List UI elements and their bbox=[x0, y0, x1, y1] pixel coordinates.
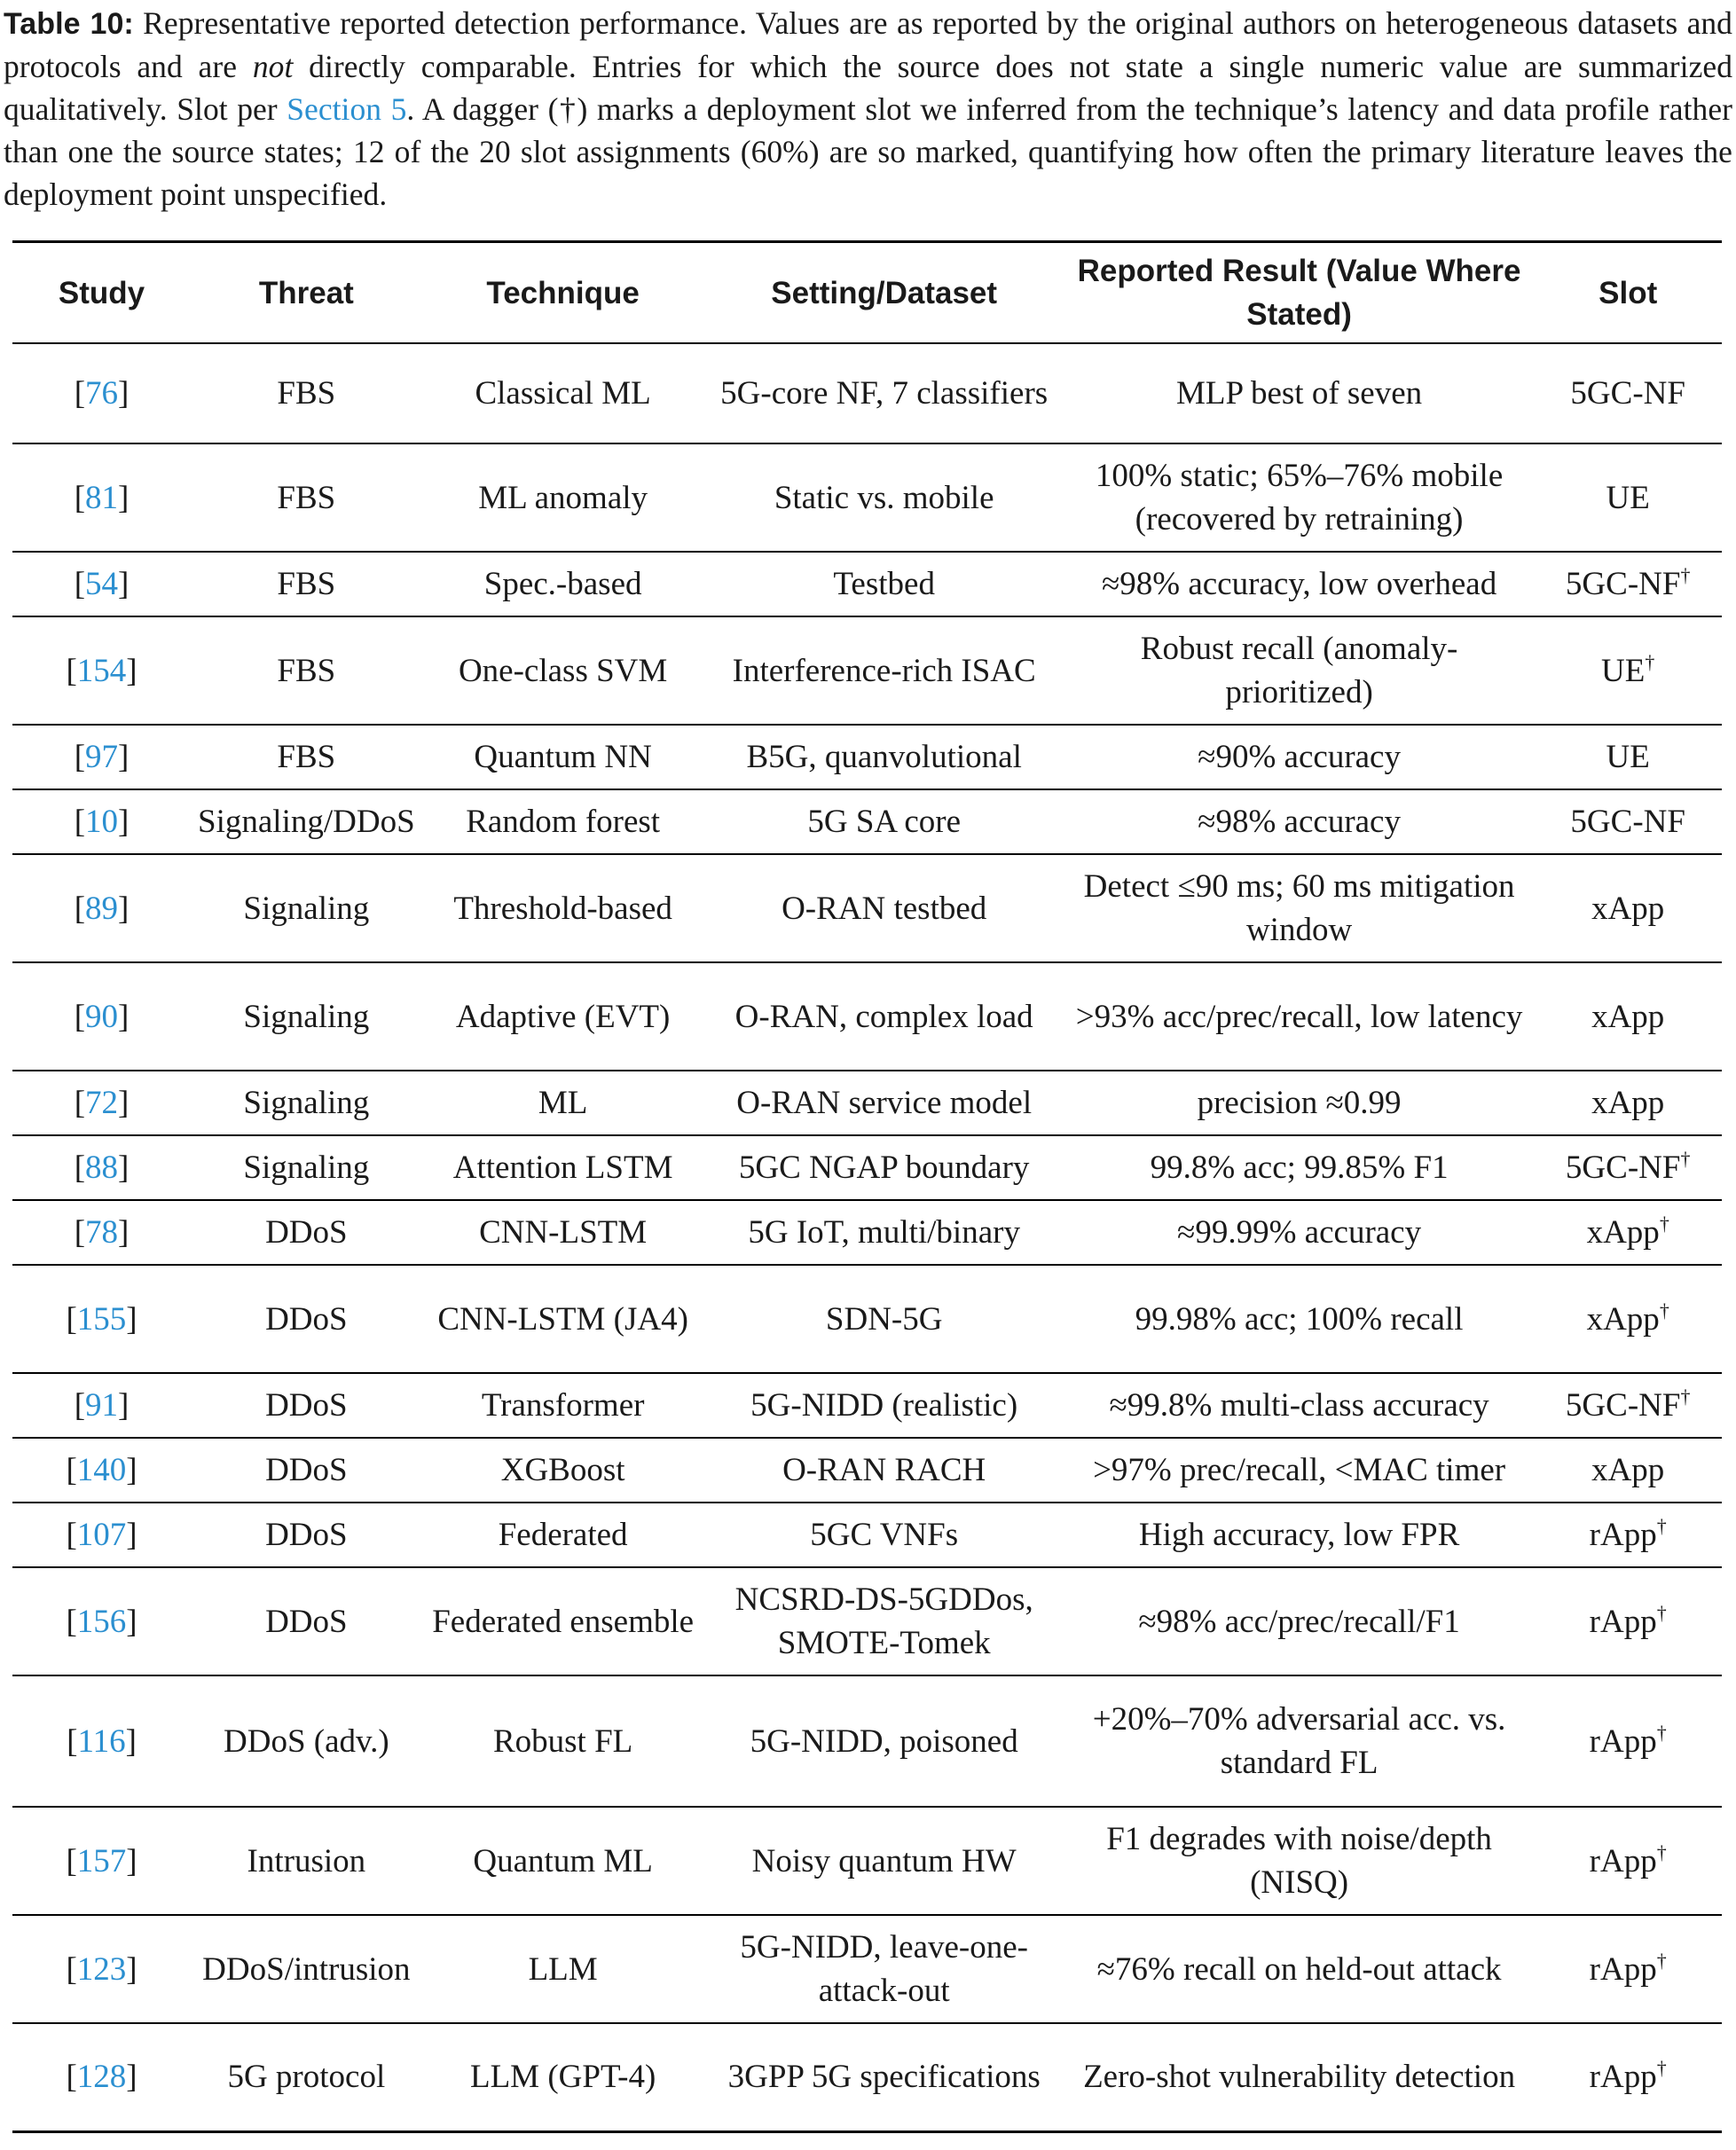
cell-setting: Testbed bbox=[704, 552, 1064, 616]
citation-link[interactable]: 72 bbox=[85, 1085, 119, 1121]
dagger-mark: † bbox=[1656, 1840, 1667, 1864]
citation-link[interactable]: 107 bbox=[76, 1517, 127, 1553]
cell-slot bbox=[1534, 1567, 1722, 1675]
cell-threat: FBS bbox=[191, 343, 422, 443]
slot-value: rApp bbox=[1589, 2059, 1657, 2096]
cell-threat: DDoS bbox=[191, 1567, 422, 1675]
cell-technique: Random forest bbox=[422, 789, 704, 854]
slot-value: UE bbox=[1606, 739, 1650, 775]
dagger-mark: † bbox=[1680, 564, 1691, 586]
col-header-study: Study bbox=[12, 242, 191, 344]
table-row bbox=[12, 1265, 1722, 1373]
cell-result: 99.8% acc; 99.85% F1 bbox=[1064, 1135, 1535, 1200]
table-row bbox=[12, 1915, 1722, 2023]
table-row bbox=[12, 1567, 1722, 1675]
cell-study bbox=[12, 962, 191, 1071]
citation-link[interactable]: 81 bbox=[85, 479, 119, 516]
cell-threat: DDoS bbox=[191, 1438, 422, 1503]
cell-study bbox=[12, 343, 191, 443]
cell-slot bbox=[1534, 1135, 1722, 1200]
slot-value: rApp bbox=[1589, 1517, 1657, 1553]
citation-link[interactable]: 155 bbox=[76, 1300, 127, 1338]
col-header-setting: Setting/Dataset bbox=[704, 242, 1064, 344]
bracket-open: [ bbox=[74, 1214, 86, 1251]
cell-technique: Quantum ML bbox=[422, 1807, 704, 1915]
cell-technique: Classical ML bbox=[422, 343, 704, 443]
bracket-close: ] bbox=[126, 1452, 137, 1488]
slot-value: 5GC-NF bbox=[1570, 375, 1685, 412]
cell-result: F1 degrades with noise/depth (NISQ) bbox=[1064, 1807, 1535, 1915]
col-header-threat: Threat bbox=[191, 242, 422, 344]
cell-result: High accuracy, low FPR bbox=[1064, 1503, 1535, 1567]
citation-link[interactable]: 78 bbox=[85, 1214, 119, 1251]
cell-study bbox=[12, 1567, 191, 1675]
bracket-open: [ bbox=[74, 890, 86, 927]
caption-emphasis: not bbox=[252, 49, 294, 84]
cell-study bbox=[12, 443, 191, 552]
cell-study bbox=[12, 552, 191, 616]
section-link[interactable]: Section 5 bbox=[287, 91, 407, 127]
table-row bbox=[12, 616, 1722, 725]
cell-setting: 5G-NIDD, leave-one-attack-out bbox=[704, 1915, 1064, 2023]
col-header-slot: Slot bbox=[1534, 242, 1722, 344]
cell-slot bbox=[1534, 1807, 1722, 1915]
table-row bbox=[12, 1071, 1722, 1135]
citation-link[interactable]: 91 bbox=[85, 1387, 119, 1424]
cell-setting: 5G-NIDD, poisoned bbox=[704, 1675, 1064, 1807]
table-caption bbox=[4, 0, 1732, 216]
cell-slot bbox=[1534, 962, 1722, 1071]
bracket-open: [ bbox=[66, 1842, 77, 1879]
table-row bbox=[12, 443, 1722, 552]
cell-study bbox=[12, 789, 191, 854]
citation-link[interactable]: 156 bbox=[76, 1603, 127, 1640]
cell-setting: 5G IoT, multi/binary bbox=[704, 1200, 1064, 1265]
cell-threat: FBS bbox=[191, 725, 422, 789]
cell-technique: Transformer bbox=[422, 1373, 704, 1438]
cell-study bbox=[12, 1200, 191, 1265]
caption-text-2: directly comparable. Entries for which the source does not state a single numeric value are summarized qualitatively. Slot per bbox=[4, 49, 1732, 127]
cell-slot bbox=[1534, 1373, 1722, 1438]
cell-slot bbox=[1534, 616, 1722, 725]
bracket-close: ] bbox=[118, 998, 130, 1035]
col-header-result: Reported Result (Value Where Stated) bbox=[1064, 242, 1535, 344]
cell-slot bbox=[1534, 789, 1722, 854]
citation-link[interactable]: 154 bbox=[76, 652, 127, 689]
cell-setting: 5GC NGAP boundary bbox=[704, 1135, 1064, 1200]
cell-threat: 5G protocol bbox=[227, 2059, 386, 2096]
bracket-open: [ bbox=[74, 479, 86, 516]
dagger-mark: † bbox=[1645, 650, 1655, 673]
cell-slot bbox=[1534, 1503, 1722, 1567]
citation-link[interactable]: 116 bbox=[77, 1722, 126, 1760]
cell-result: >93% acc/prec/recall, low latency bbox=[1064, 962, 1535, 1071]
bracket-open: [ bbox=[74, 998, 86, 1035]
slot-value: xApp bbox=[1586, 1300, 1660, 1338]
cell-result: MLP best of seven bbox=[1064, 343, 1535, 443]
cell-study bbox=[12, 854, 191, 962]
cell-study bbox=[12, 1807, 191, 1915]
cell-technique: Quantum NN bbox=[422, 725, 704, 789]
table-row bbox=[12, 1373, 1722, 1438]
cell-technique: Threshold-based bbox=[422, 854, 704, 962]
table-row bbox=[12, 1200, 1722, 1265]
cell-technique: Attention LSTM bbox=[422, 1135, 704, 1200]
dagger-mark: † bbox=[1656, 1515, 1667, 1537]
bracket-open: [ bbox=[74, 1085, 86, 1121]
cell-slot bbox=[1534, 1071, 1722, 1135]
bracket-open: [ bbox=[66, 1517, 77, 1553]
cell-result: ≈99.8% multi-class accuracy bbox=[1064, 1373, 1535, 1438]
table-row bbox=[12, 789, 1722, 854]
slot-value: 5GC-NF bbox=[1565, 1387, 1681, 1424]
slot-value: 5GC-NF bbox=[1565, 566, 1681, 602]
cell-slot bbox=[1534, 1438, 1722, 1503]
cell-study bbox=[12, 1915, 191, 2023]
cell-slot bbox=[1534, 552, 1722, 616]
cell-setting: 3GPP 5G specifications bbox=[727, 2059, 1041, 2096]
results-table bbox=[12, 240, 1722, 2133]
cell-result: Robust recall (anomaly-prioritized) bbox=[1064, 616, 1535, 725]
caption-text-1: Representative reported detection performance. Values are as reported by the original authors on heterogeneous datasets and protocols and are bbox=[4, 5, 1732, 84]
col-header-technique: Technique bbox=[422, 242, 704, 344]
cell-technique: CNN-LSTM (JA4) bbox=[422, 1265, 704, 1373]
cell-study bbox=[12, 1503, 191, 1567]
table-row bbox=[12, 2023, 1722, 2131]
cell-slot bbox=[1534, 1265, 1722, 1373]
table-body bbox=[12, 343, 1722, 2131]
bracket-open: [ bbox=[74, 804, 86, 840]
cell-result: Detect ≤90 ms; 60 ms mitigation window bbox=[1064, 854, 1535, 962]
cell-technique: Spec.-based bbox=[422, 552, 704, 616]
slot-value: xApp bbox=[1591, 1452, 1665, 1488]
table-row bbox=[12, 552, 1722, 616]
citation-link[interactable]: 97 bbox=[85, 739, 119, 775]
cell-setting: O-RAN RACH bbox=[704, 1438, 1064, 1503]
cell-threat: DDoS bbox=[191, 1503, 422, 1567]
cell-result: 99.98% acc; 100% recall bbox=[1064, 1265, 1535, 1373]
cell-result: >97% prec/recall, <MAC timer bbox=[1064, 1438, 1535, 1503]
cell-technique: Robust FL bbox=[422, 1675, 704, 1807]
cell-setting: 5GC VNFs bbox=[704, 1503, 1064, 1567]
cell-study bbox=[12, 1071, 191, 1135]
cell-technique: Federated bbox=[422, 1503, 704, 1567]
table-row bbox=[12, 343, 1722, 443]
bracket-close: ] bbox=[118, 804, 130, 840]
cell-result: ≈98% acc/prec/recall/F1 bbox=[1064, 1567, 1535, 1675]
cell-study bbox=[12, 2023, 191, 2131]
cell-study bbox=[12, 616, 191, 725]
caption-label: Table 10: bbox=[4, 7, 134, 41]
cell-slot bbox=[1534, 1675, 1722, 1807]
cell-result: Zero-shot vulnerability detection bbox=[1083, 2059, 1516, 2096]
slot-value: xApp bbox=[1591, 998, 1665, 1035]
bracket-close: ] bbox=[126, 652, 137, 689]
citation-link[interactable]: 128 bbox=[76, 2059, 127, 2096]
bracket-close: ] bbox=[118, 375, 130, 412]
bracket-close: ] bbox=[118, 566, 130, 602]
cell-study bbox=[12, 725, 191, 789]
cell-study bbox=[12, 1675, 191, 1807]
cell-slot bbox=[1534, 443, 1722, 552]
cell-result: +20%–70% adversarial acc. vs. standard FL bbox=[1064, 1675, 1535, 1807]
slot-value: rApp bbox=[1589, 1722, 1657, 1760]
cell-threat: DDoS bbox=[191, 1373, 422, 1438]
bracket-open: [ bbox=[66, 1300, 77, 1338]
caption-text-3: . A dagger (†) marks a deployment slot we inferred from the technique’s latency and data profile rather than one the source states; 12 of the 20 slot assignments (60%) are so marked, quantifying how often the primary literature leaves the deployment point unspecified. bbox=[4, 91, 1732, 212]
bracket-open: [ bbox=[66, 1452, 77, 1488]
slot-value: xApp bbox=[1586, 1214, 1660, 1251]
cell-setting: 5G-core NF, 7 classifiers bbox=[704, 343, 1064, 443]
bracket-open: [ bbox=[74, 1150, 86, 1186]
cell-result: ≈76% recall on held-out attack bbox=[1064, 1915, 1535, 2023]
slot-value: xApp bbox=[1591, 890, 1665, 927]
bracket-open: [ bbox=[74, 566, 86, 602]
cell-technique: Adaptive (EVT) bbox=[422, 962, 704, 1071]
cell-study bbox=[12, 1265, 191, 1373]
cell-slot bbox=[1534, 2023, 1722, 2131]
bracket-close: ] bbox=[118, 1387, 130, 1424]
cell-slot bbox=[1534, 854, 1722, 962]
citation-link[interactable]: 88 bbox=[85, 1150, 119, 1186]
bracket-open: [ bbox=[66, 652, 77, 689]
cell-setting: B5G, quanvolutional bbox=[704, 725, 1064, 789]
cell-setting: SDN-5G bbox=[704, 1265, 1064, 1373]
cell-threat: DDoS bbox=[191, 1200, 422, 1265]
slot-value: xApp bbox=[1591, 1085, 1665, 1121]
bracket-close: ] bbox=[118, 890, 130, 927]
cell-threat: Signaling/DDoS bbox=[191, 789, 422, 854]
cell-setting: O-RAN service model bbox=[704, 1071, 1064, 1135]
slot-value: rApp bbox=[1589, 1603, 1657, 1640]
slot-value: UE bbox=[1601, 652, 1646, 689]
table-row bbox=[12, 1807, 1722, 1915]
cell-study bbox=[12, 1135, 191, 1200]
table-row bbox=[12, 962, 1722, 1071]
cell-result: precision ≈0.99 bbox=[1064, 1071, 1535, 1135]
cell-threat: Signaling bbox=[191, 962, 422, 1071]
table-row bbox=[12, 854, 1722, 962]
bracket-close: ] bbox=[118, 739, 130, 775]
cell-setting: Interference-rich ISAC bbox=[704, 616, 1064, 725]
cell-study bbox=[12, 1373, 191, 1438]
bracket-open: [ bbox=[67, 1722, 78, 1760]
cell-technique: LLM (GPT-4) bbox=[469, 2059, 656, 2096]
cell-threat: DDoS/intrusion bbox=[191, 1915, 422, 2023]
bracket-close: ] bbox=[126, 1603, 137, 1640]
bracket-open: [ bbox=[66, 1950, 77, 1988]
dagger-mark: † bbox=[1680, 1385, 1691, 1408]
cell-setting: Static vs. mobile bbox=[704, 443, 1064, 552]
cell-technique: XGBoost bbox=[422, 1438, 704, 1503]
citation-link[interactable]: 76 bbox=[85, 375, 119, 412]
cell-threat: FBS bbox=[191, 443, 422, 552]
cell-setting: 5G-NIDD (realistic) bbox=[704, 1373, 1064, 1438]
cell-threat: Signaling bbox=[191, 1071, 422, 1135]
table-row bbox=[12, 725, 1722, 789]
bracket-close: ] bbox=[118, 1085, 130, 1121]
cell-setting: Noisy quantum HW bbox=[704, 1807, 1064, 1915]
header-row bbox=[12, 242, 1722, 344]
bracket-close: ] bbox=[118, 1150, 130, 1186]
slot-value: 5GC-NF bbox=[1570, 804, 1685, 840]
citation-link[interactable]: 54 bbox=[85, 566, 119, 602]
citation-link[interactable]: 140 bbox=[76, 1452, 127, 1488]
cell-technique: Federated ensemble bbox=[422, 1567, 704, 1675]
cell-result: ≈98% accuracy bbox=[1064, 789, 1535, 854]
table-row bbox=[12, 1135, 1722, 1200]
cell-study bbox=[12, 1438, 191, 1503]
cell-slot bbox=[1534, 1915, 1722, 2023]
bracket-close: ] bbox=[126, 1300, 137, 1338]
citation-link[interactable]: 10 bbox=[85, 804, 119, 840]
bracket-close: ] bbox=[126, 1517, 137, 1553]
citation-link[interactable]: 89 bbox=[85, 890, 119, 927]
bracket-close: ] bbox=[126, 1842, 137, 1879]
cell-technique: LLM bbox=[422, 1915, 704, 2023]
cell-threat: FBS bbox=[191, 552, 422, 616]
slot-value: 5GC-NF bbox=[1565, 1150, 1681, 1186]
bracket-open: [ bbox=[74, 1387, 86, 1424]
table-row bbox=[12, 1675, 1722, 1807]
cell-slot bbox=[1534, 343, 1722, 443]
cell-technique: One-class SVM bbox=[422, 616, 704, 725]
slot-value: UE bbox=[1606, 479, 1650, 516]
cell-result: 100% static; 65%–76% mobile (recovered by retraining) bbox=[1064, 443, 1535, 552]
cell-threat: Intrusion bbox=[191, 1807, 422, 1915]
dagger-mark: † bbox=[1680, 1148, 1691, 1170]
citation-link[interactable]: 90 bbox=[85, 998, 119, 1035]
cell-setting: O-RAN testbed bbox=[704, 854, 1064, 962]
cell-result: ≈98% accuracy, low overhead bbox=[1064, 552, 1535, 616]
dagger-mark: † bbox=[1659, 1299, 1669, 1322]
bracket-open: [ bbox=[74, 739, 86, 775]
bracket-close: ] bbox=[118, 479, 130, 516]
cell-setting: O-RAN, complex load bbox=[704, 962, 1064, 1071]
table-row bbox=[12, 1438, 1722, 1503]
cell-slot bbox=[1534, 725, 1722, 789]
cell-result: ≈90% accuracy bbox=[1064, 725, 1535, 789]
dagger-mark: † bbox=[1656, 1601, 1667, 1624]
cell-setting: NCSRD-DS-5GDDos, SMOTE-Tomek bbox=[704, 1567, 1064, 1675]
dagger-mark: † bbox=[1656, 1949, 1667, 1972]
bracket-open: [ bbox=[66, 2059, 77, 2096]
citation-link[interactable]: 123 bbox=[76, 1950, 127, 1988]
cell-threat: DDoS bbox=[191, 1265, 422, 1373]
slot-value: rApp bbox=[1589, 1950, 1657, 1988]
dagger-mark: † bbox=[1659, 1212, 1669, 1235]
slot-value: rApp bbox=[1589, 1842, 1657, 1879]
bracket-close: ] bbox=[125, 1722, 137, 1760]
cell-threat: FBS bbox=[191, 616, 422, 725]
bracket-close: ] bbox=[126, 1950, 137, 1988]
bracket-open: [ bbox=[74, 375, 86, 412]
cell-setting: 5G SA core bbox=[704, 789, 1064, 854]
cell-technique: CNN-LSTM bbox=[422, 1200, 704, 1265]
table-row bbox=[12, 1503, 1722, 1567]
cell-result: ≈99.99% accuracy bbox=[1064, 1200, 1535, 1265]
dagger-mark: † bbox=[1656, 2057, 1667, 2080]
cell-threat: Signaling bbox=[191, 854, 422, 962]
cell-threat: Signaling bbox=[191, 1135, 422, 1200]
bracket-open: [ bbox=[66, 1603, 77, 1640]
cell-threat: DDoS (adv.) bbox=[191, 1675, 422, 1807]
dagger-mark: † bbox=[1656, 1721, 1667, 1744]
bracket-close: ] bbox=[126, 2059, 137, 2096]
cell-technique: ML bbox=[422, 1071, 704, 1135]
cell-technique: ML anomaly bbox=[422, 443, 704, 552]
citation-link[interactable]: 157 bbox=[76, 1842, 127, 1879]
cell-slot bbox=[1534, 1200, 1722, 1265]
bracket-close: ] bbox=[118, 1214, 130, 1251]
